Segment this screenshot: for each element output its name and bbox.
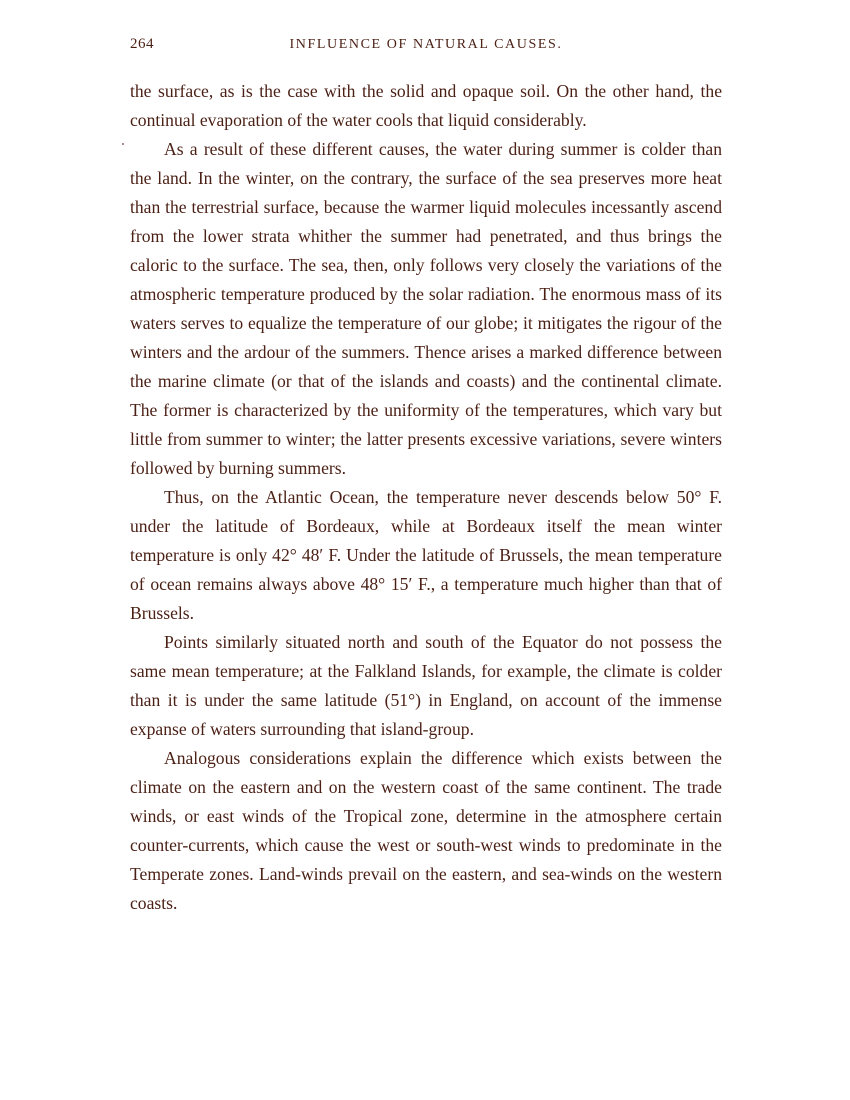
paragraph-equator-comparison: Points similarly situated north and south of the Equator do not possess the same mean temperature; at the Falkland Islands, for example, the climate is colder than it is under the same latitude (51°) in England, on account of the immense expanse of waters surrounding that island-group. — [130, 632, 722, 739]
paragraph-continuation: the surface, as is the case with the solid and opaque soil. On the other hand, the continual evaporation of the water cools that liquid considerably. — [130, 81, 722, 130]
paragraph-coastal-climates: Analogous considerations explain the difference which exists between the climate on the eastern and on the western coast of the same continent. The trade winds, or east winds of the Tropical zone, determine in the atmosphere certain counter-currents, which cause the west or south-west winds to predominate in the Temperate zones. Land-winds prevail on the eastern, and sea-winds on the western coasts. — [130, 748, 722, 913]
paragraph-atlantic-temperature: Thus, on the Atlantic Ocean, the temperature never descends below 50° F. under the latitude of Bordeaux, while at Bordeaux itself the mean winter temperature is only 42° 48′ F. Under the latitude of Brussels, the mean temperature of ocean remains always above 48° 15′ F., a temperature much higher than that of Brussels. — [130, 487, 722, 623]
page-header — [130, 36, 722, 60]
paragraph-water-and-land: As a result of these different causes, the water during summer is colder than the land. In the winter, on the contrary, the surface of the sea preserves more heat than the terrestrial surface, because the warmer liquid molecules incessantly ascend from the lower strata whither the summer had penetrated, and thus brings the caloric to the surface. The sea, then, only follows very closely the variations of the atmospheric temperature produced by the solar radiation. The enormous mass of its waters serves to equalize the temperature of our globe; it mitigates the rigour of the winters and the ardour of the summers. Thence arises a marked difference between the marine climate (or that of the islands and coasts) and the continental climate. The former is characterized by the uniformity of the temperatures, which vary but little from summer to winter; the latter presents excessive variations, severe winters followed by burning summers. — [130, 139, 722, 478]
page-number: 264 — [130, 36, 154, 52]
margin-speck — [122, 143, 124, 145]
running-title: INFLUENCE OF NATURAL CAUSES. — [289, 37, 563, 52]
body-text — [130, 77, 722, 918]
